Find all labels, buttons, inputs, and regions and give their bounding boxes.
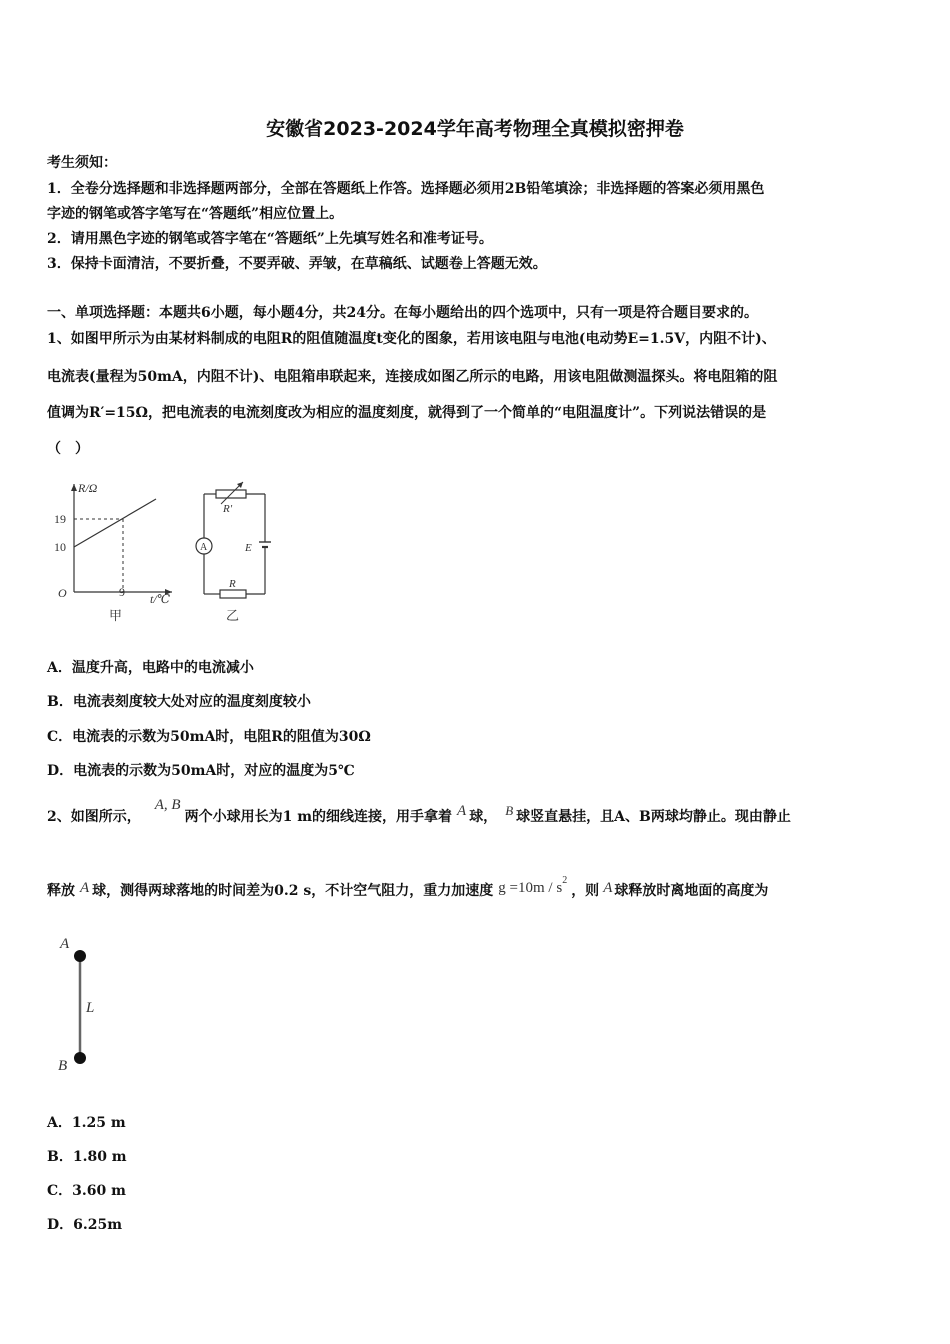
- notice-heading: 考生须知：: [47, 155, 117, 171]
- graph-x-label: t/℃: [150, 592, 171, 606]
- q2-option-b: B．1.80 m: [47, 1149, 127, 1165]
- graph-caption: 甲: [109, 608, 123, 623]
- graph-origin-label: O: [58, 586, 67, 600]
- notice-item-1-line-2: 字迹的钢笔或答字笔写在“答题纸”相应位置上。: [47, 206, 344, 222]
- q2-label-b: B: [58, 1058, 68, 1074]
- q2-option-a: A．1.25 m: [47, 1115, 126, 1131]
- q2-math-ab: A, B: [154, 797, 181, 813]
- q2-line2-end: 球释放时离地面的高度为: [614, 883, 769, 899]
- q2-mid-2: 球，: [469, 809, 498, 825]
- q2-mid-3: 球竖直悬挂，且A、B两球均静止。现由静止: [516, 809, 791, 825]
- q2-option-d: D．6.25m: [47, 1217, 123, 1233]
- q1-option-a: A．温度升高，电路中的电流减小: [47, 660, 254, 676]
- q1-graph-figure: [48, 476, 188, 626]
- notice-item-1-line-1: 1．全卷分选择题和非选择题两部分，全部在答题纸上作答。选择题必须用2B铅笔填涂；非选择题的答案必须用黑色: [47, 181, 765, 197]
- graph-y-label: R/Ω: [78, 481, 98, 495]
- graph-y-arrow: [71, 484, 77, 491]
- document-title: 安徽省2023-2024学年高考物理全真模拟密押卷: [266, 118, 684, 140]
- circuit-caption: 乙: [226, 608, 240, 623]
- q2-label-a: A: [60, 936, 70, 952]
- q2-ball-a: [74, 950, 86, 962]
- q2-prefix: 2、如图所示，: [47, 809, 141, 825]
- q1-circuit-figure: [188, 476, 278, 626]
- q2-text-line-2: [47, 875, 769, 900]
- circuit-e-label: E: [245, 542, 252, 554]
- circuit-rbox-label: R′: [223, 503, 233, 515]
- graph-y-tick-10: 10: [54, 540, 66, 554]
- circuit-resistor-r: [220, 590, 246, 598]
- q2-line2-prefix: 释放: [47, 883, 75, 899]
- notice-item-3: 3．保持卡面清洁，不要折叠，不要弄破、弄皱，在草稿纸、试题卷上答题无效。: [47, 256, 547, 272]
- q1-option-d: D．电流表的示数为50mA时，对应的温度为5℃: [47, 763, 355, 779]
- q2-gravity-exponent: 2: [562, 875, 568, 887]
- q1-text-line-4: （ ）: [47, 441, 89, 457]
- q2-line2-mid: 球，测得两球落地的时间差为0.2 s，不计空气阻力，重力加速度: [92, 883, 494, 899]
- graph-y-tick-19: 19: [54, 512, 66, 526]
- q1-option-b: B．电流表刻度较大处对应的温度刻度较小: [47, 694, 311, 710]
- q2-line2-mid-2: ，则: [571, 883, 600, 899]
- q2-option-c: C．3.60 m: [47, 1183, 126, 1199]
- section-1-heading: 一、单项选择题：本题共6小题，每小题4分，共24分。在每小题给出的四个选项中，只有一项是符合题目要求的。: [47, 305, 758, 321]
- q1-text-line-2: 电流表(量程为50mA，内阻不计)、电阻箱串联起来，连接成如图乙所示的电路，用该电阻做测温探头。将电阻箱的阻: [47, 369, 778, 385]
- q2-balls-figure: [50, 930, 110, 1080]
- q2-text-line-1: [47, 797, 791, 826]
- q2-math-b: B: [505, 803, 514, 818]
- circuit-ammeter-label: A: [200, 542, 208, 553]
- graph-r-t-line: [74, 499, 156, 547]
- q2-line2-math-a2: A: [603, 880, 613, 896]
- graph-x-tick-9: 9: [119, 585, 125, 599]
- q2-label-l: L: [86, 1000, 95, 1016]
- q2-gravity-formula: g =10m / s: [498, 880, 563, 896]
- q2-math-a: A: [457, 803, 467, 819]
- notice-item-2: 2．请用黑色字迹的钢笔或答字笔在“答题纸”上先填写姓名和准考证号。: [47, 231, 493, 247]
- circuit-r-label: R: [229, 578, 236, 590]
- q2-mid-1: 两个小球用长为1 m的细线连接，用手拿着: [184, 809, 453, 825]
- q2-ball-b: [74, 1052, 86, 1064]
- q1-text-line-1: 1、如图甲所示为由某材料制成的电阻R的阻值随温度t变化的图象，若用该电阻与电池(电动势E=1.5V，内阻不计)、: [47, 331, 776, 347]
- q1-text-line-3: 值调为R′=15Ω，把电流表的电流刻度改为相应的温度刻度，就得到了一个简单的“电阻温度计”。下列说法错误的是: [47, 405, 767, 421]
- q1-option-c: C．电流表的示数为50mA时，电阻R的阻值为30Ω: [47, 729, 371, 745]
- q2-line2-math-a: A: [80, 880, 90, 896]
